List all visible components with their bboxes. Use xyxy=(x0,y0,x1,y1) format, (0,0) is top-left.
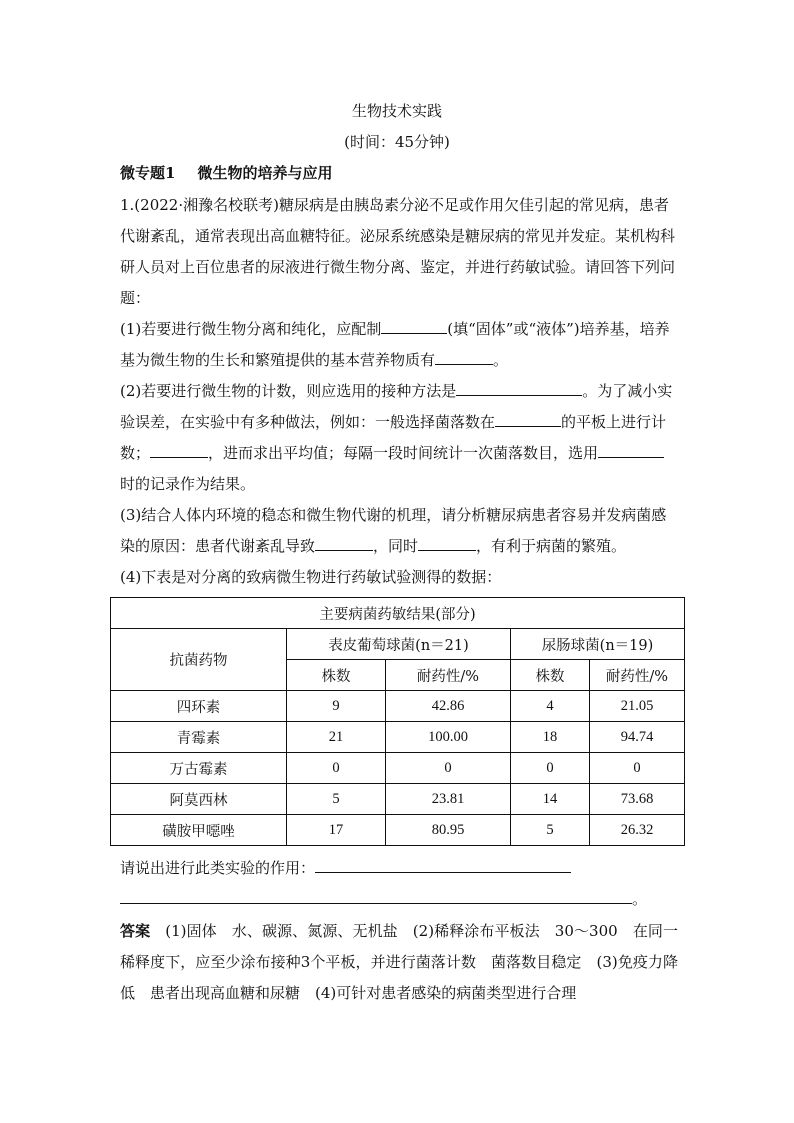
answer-label: 答案 xyxy=(120,922,151,940)
answer-blank[interactable] xyxy=(598,440,664,458)
answer-blank[interactable] xyxy=(315,533,373,551)
answer-blank[interactable] xyxy=(418,533,476,551)
group2-header: 尿肠球菌(n＝19) xyxy=(511,629,685,660)
page-title: 生物技术实践 xyxy=(351,102,442,120)
answer-blank[interactable] xyxy=(150,440,208,458)
count-header: 株数 xyxy=(511,660,590,691)
answer-blank[interactable] xyxy=(495,409,561,427)
topic-name: 微生物的培养与应用 xyxy=(197,164,333,182)
question-part-2: (2)若要进行微生物的计数，则应选用的接种方法是 。为了减小实验误差，在实验中有多种做法，例如：一般选择菌落数在 的平板上进行计数； ，进而求出平均值；每隔一段时间统计一次菌落数目，选用时的记录作为结果。 xyxy=(120,376,678,500)
resistance-header: 耐药性/% xyxy=(386,660,511,691)
table-row: 青霉素 21 100.00 18 94.74 xyxy=(111,722,685,753)
answer-section xyxy=(120,916,678,1009)
table-row: 四环素 9 42.86 4 21.05 xyxy=(111,691,685,722)
question-part-1: (1)若要进行微生物分离和纯化，应配制 (填“固体”或“液体”)培养基，培养基为微生物的生长和繁殖提供的基本营养物质有 。 xyxy=(120,314,678,376)
time-limit: (时间：45分钟) xyxy=(344,133,450,151)
table-caption: 主要病菌药敏结果(部分) xyxy=(111,598,685,629)
question-part-4: (4)下表是对分离的致病微生物进行药敏试验测得的数据： xyxy=(120,568,502,586)
resistance-header: 耐药性/% xyxy=(590,660,685,691)
answer-text: (1)固体 水、碳源、氮源、无机盐 (2)稀释涂布平板法 30～300 在同一稀释度下，应至少涂布接种3个平板，并进行菌落计数 菌落数目稳定 (3)免疫力降低 患者出现高血糖和尿糖 (4)可针对患者感染的病菌类型进行合理 xyxy=(120,922,678,1002)
question-part-3: (3)结合人体内环境的稳态和微生物代谢的机理，请分析糖尿病患者容易并发病菌感染的原因：患者代谢紊乱导致 ，同时 ，有利于病菌的繁殖。 xyxy=(120,506,667,555)
answer-blank[interactable] xyxy=(456,378,582,396)
group1-header: 表皮葡萄球菌(n＝21) xyxy=(287,629,511,660)
question-part-5: 请说出进行此类实验的作用： 。 xyxy=(120,853,680,915)
table-row: 万古霉素 0 0 0 0 xyxy=(111,753,685,784)
topic-number: 微专题1 xyxy=(120,164,176,182)
topic-heading xyxy=(120,162,332,183)
drug-sensitivity-table xyxy=(110,597,685,846)
answer-line[interactable] xyxy=(120,886,632,904)
table-row: 磺胺甲噁唑 17 80.95 5 26.32 xyxy=(111,815,685,846)
answer-line[interactable] xyxy=(315,855,571,873)
drug-column-header: 抗菌药物 xyxy=(111,629,287,691)
count-header: 株数 xyxy=(287,660,386,691)
answer-blank[interactable] xyxy=(381,316,447,334)
answer-blank[interactable] xyxy=(435,347,493,365)
question-body xyxy=(120,190,678,593)
question-intro: 1.(2022·湘豫名校联考)糖尿病是由胰岛素分泌不足或作用欠佳引起的常见病，患者代谢紊乱，通常表现出高血糖特征。泌尿系统感染是糖尿病的常见并发症。某机构科研人员对上百位患者的尿液进行微生物分离、鉴定，并进行药敏试验。请回答下列问题： xyxy=(120,196,676,307)
table-row: 阿莫西林 5 23.81 14 73.68 xyxy=(111,784,685,815)
